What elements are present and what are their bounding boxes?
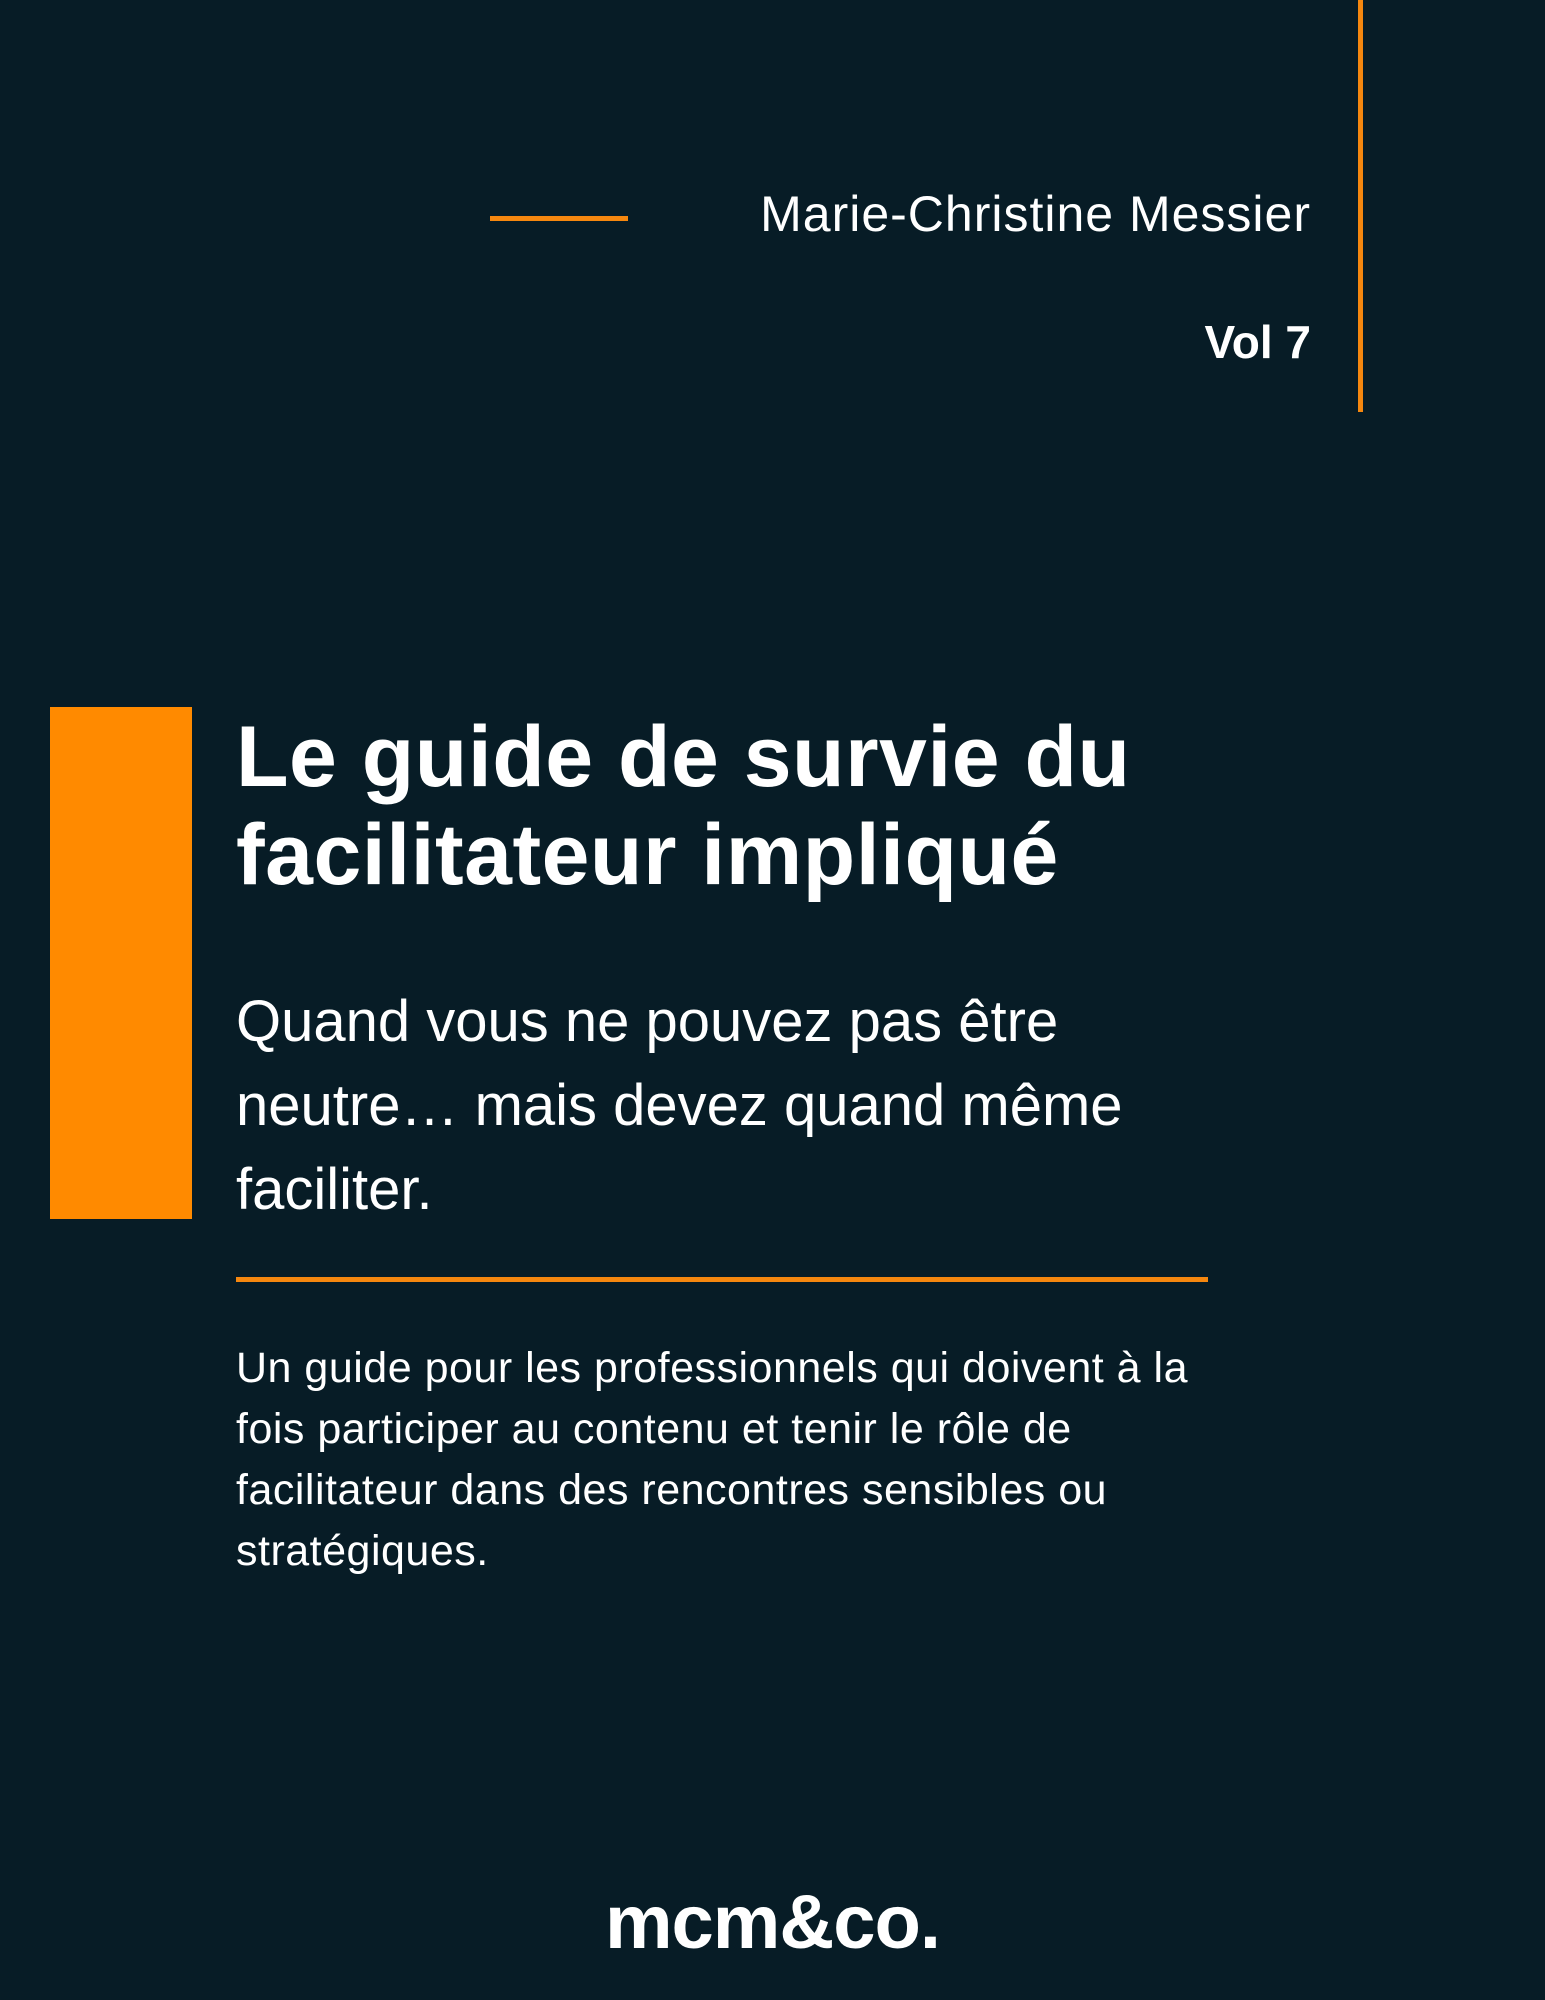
author-name: Marie-Christine Messier (760, 186, 1311, 242)
cover-description: Un guide pour les professionnels qui doivent à la fois participer au contenu et tenir le rôle de facilitateur dans des rencontres sensibles ou stratégiques. (236, 1344, 1188, 1575)
author-rule (490, 216, 628, 221)
volume-label: Vol 7 (1204, 316, 1311, 368)
brand-logo: mcm&co. (604, 1880, 941, 1965)
accent-block (50, 707, 192, 1219)
divider-rule (236, 1277, 1208, 1282)
vertical-accent-line (1358, 0, 1363, 412)
cover-title: Le guide de survie du facilitateur impliqué (236, 709, 1131, 903)
cover-subtitle: Quand vous ne pouvez pas être neutre… mais devez quand même faciliter. (236, 989, 1123, 1222)
